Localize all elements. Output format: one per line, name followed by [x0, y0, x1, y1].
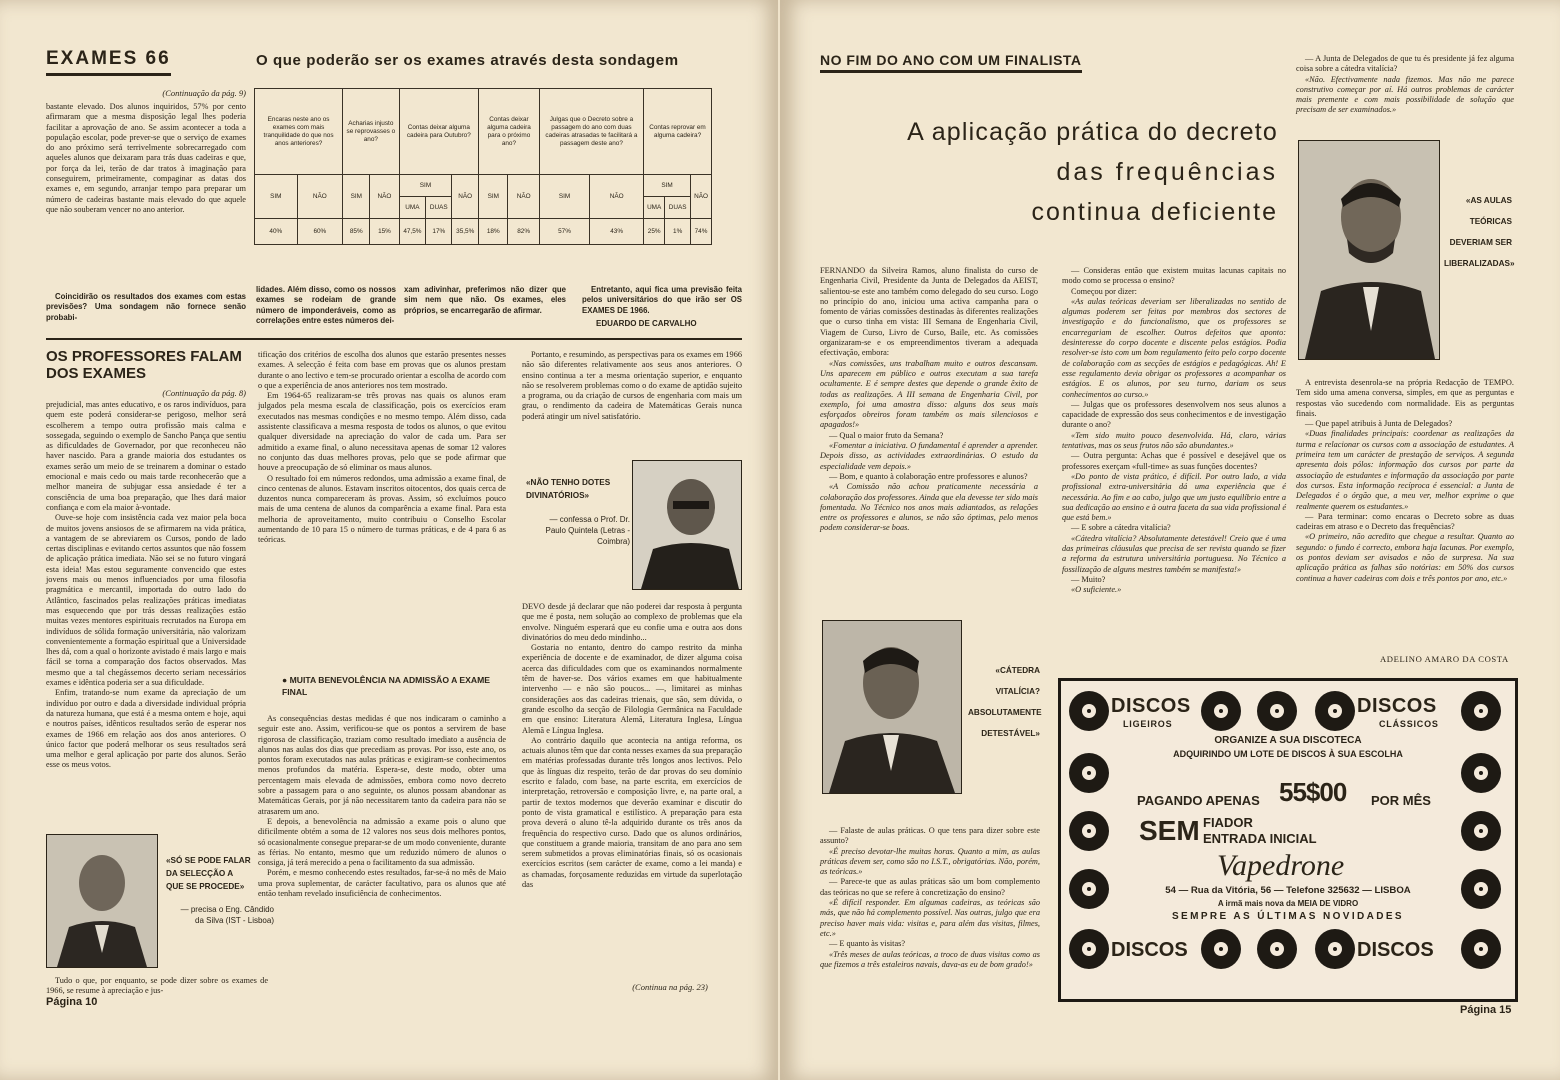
left-page [0, 0, 778, 1080]
paragraph: «As aulas teóricas deveriam ser liberalizadas no sentido de algumas poderem ser feitas por membros dos sectores de investigação e do funcionalismo, que os professores se encarregariam de escolher. Outros defeitos que aponto: desinteresse do corpo docente e discente pelos estágios. Podia resolver-se isto com um bom regulamento feito pelo corpo docente de colaboração com as secções de estágios e pedagógicas. Ah! E esse regulamento devia obrigar os professores a acompanhar os estágios. E os alunos, por seu turno, dariam os seus conhecimentos ao curso.» [1062, 296, 1286, 399]
professors-col-3b [522, 602, 742, 890]
poll-value: 82% [508, 219, 539, 245]
record-disc-icon [1461, 869, 1501, 909]
paragraph: «O primeiro, não acredito que chegue a resultar. Quanto ao segundo: o fundo é correcto, embora haja lacunas. Por exemplo, os pontos deviam ser avisados e não de surpresa. Na sua aplicação prática as falhas são notórias: em 50% dos cursos continua a haver cadeiras com dois e três pontos por ano, etc.» [1296, 532, 1514, 583]
ad-discos-right: DISCOS [1357, 695, 1437, 717]
paragraph: — Qual o maior fruto da Semana? [829, 430, 944, 440]
ad-price: 55$00 [1279, 777, 1347, 807]
paragraph: Portanto, e resumindo, as perspectivas para os exames em 1966 não são diferentes relativamente aos seus anos anteriores. O ensino continua a ter a mesma orientação superior, e enquanto não se resolverem problemas como o do exame de aptidão sujeito a programa, ou da criação de cursos de engenharia com mais um grau, o rendimento da cadeira de Matemáticas Gerais nunca poderá atingir um nível satisfatório. [522, 350, 742, 421]
poll-value: 43% [590, 219, 644, 245]
ad-address: 54 — Rua da Vitória, 56 — Telefone 325632 — LISBOA [1165, 885, 1411, 896]
poll-value: 25% [644, 219, 665, 245]
poll-duas: DUAS [426, 197, 452, 219]
intro-bold [46, 292, 246, 323]
paragraph: — Consideras então que existem muitas lacunas capitais no modo como se processa o ensino? [1062, 266, 1286, 286]
poll-nao: NÃO [452, 175, 479, 219]
interview-col-3b [1296, 378, 1514, 584]
record-disc-icon [1315, 929, 1355, 969]
continuation-next: (Continua na pág. 23) [632, 982, 708, 992]
ad-brand-logo: Vapedrone [1217, 849, 1345, 882]
record-disc-icon [1069, 869, 1109, 909]
quote-candido: «SÓ SE PODE FALAR DA SELECÇÃO A QUE SE PROCEDE» [166, 856, 251, 891]
record-disc-icon [1257, 929, 1297, 969]
headline-line: das frequências [1056, 158, 1278, 186]
intro-column [46, 102, 246, 215]
paragraph: — Bom, e quanto à colaboração entre professores e alunos? [829, 471, 1028, 481]
poll-value: 74% [691, 219, 712, 245]
kicker-exames: EXAMES 66 [46, 48, 171, 76]
signature-carvalho: EDUARDO DE CARVALHO [596, 319, 697, 328]
poll-nao: NÃO [508, 175, 539, 219]
paragraph: «Do ponto de vista prático, é difícil. Por outro lado, a vida profissional extra-universitária dá uma experiência que é necessária. Ao fim e ao cabo, julgo que um justo equilíbrio entre a sua dedicação ao ensino e à outra faceta da sua vida profissional é que está bem.» [1062, 471, 1286, 523]
ad-classicos: CLÁSSICOS [1379, 719, 1439, 729]
poll-value: 57% [539, 219, 589, 245]
record-disc-icon [1069, 753, 1109, 793]
record-disc-icon [1069, 811, 1109, 851]
poll-value: 47,5% [399, 219, 426, 245]
poll-value: 40% [255, 219, 298, 245]
paragraph: Tudo o que, por enquanto, se pode dizer sobre os exames de 1966, se resume à apreciação e jus- [46, 976, 268, 996]
record-disc-icon [1461, 929, 1501, 969]
poll-question-6: Contas reprovar em alguma cadeira? [644, 89, 712, 175]
ad-entrada: ENTRADA INICIAL [1203, 831, 1317, 846]
poll-note-2 [404, 285, 566, 316]
record-disc-icon [1257, 691, 1297, 731]
paragraph: Ouve-se hoje com insistência cada vez maior pela boca de muitos jovens ansiosos de se afirmarem na vida prática, a vantagem de se abreviarem os Cursos, pondo de lado certas disciplinas e evitando certos assuntos que não fossem de aplicação prática imediata. Não sei se no futuro vingará esta ideia! Mas estou seguramente convencido que estes jovens mais ou menos influenciados por uma filosofia pragmática e mercantil, importada do outro lado do Atlântico, fascinados pelas realizações práticas imediatas mas esquecendo que por trás dessas realizações estão muitas vezes mentores espirituais recrutados na Europa em indivíduos de sólida formação universitária, não valorizam convenientemente a formação espiritual que a Universidade lhes dá, com a qual o horizonte avistado é mais largo e mais fácil se torna a comparação dos factos observados. Mas mesmo que a tal chegássemos decerto seriam necessários exames e idêntica poderia ser a sua dificuldade. [46, 513, 246, 688]
page-number-left: Página 10 [46, 996, 98, 1008]
professors-col-1 [46, 400, 246, 771]
paragraph: «Não. Efectivamente nada fizemos. Mas não me parece construtivo começar por aí. Há outros problemas de carácter mais premente e com mais possibilidade de solução que precisam de ser examinados.» [1296, 74, 1514, 115]
paragraph: «É preciso devotar-lhe muitas horas. Quanto a mim, as aulas práticas devem ser, como são no I.S.T., obrigatórias. Não, porém, as teóricas.» [820, 846, 1040, 877]
kicker-finalista: NO FIM DO ANO COM UM FINALISTA [820, 52, 1082, 73]
ad-sem: SEM [1139, 815, 1200, 846]
poll-question-2: Acharias injusto se reprovasses o ano? [343, 89, 399, 175]
paragraph: — Muito? [1071, 574, 1106, 584]
headline-line: continua deficiente [1031, 198, 1278, 226]
bullet-icon: ● [282, 675, 290, 685]
paragraph: «Nas comissões, uns trabalham muito e outros descansam. Uns aparecem em público e outros executam a sua tarefa ocultamente. E é sempre destes que depende o grande êxito de todas as realizações. A III semana de Engenharia Civil, por exemplo, foi uma amostra disso: alguns dos seus mais esforçados obreiros foram também os mais silenciosos e apagados!» [820, 358, 1038, 430]
poll-sim: SIM [644, 175, 691, 197]
poll-value: 17% [426, 219, 452, 245]
paragraph: «A Comissão não achou praticamente necessária a colaboração dos professores. Ainda que ela devesse ter sido mais fomentada. No Técnico nos anos mais adiantados, as relações entre os professores e alunos, se não são óptimas, pelo menos podem considerar-se boas. [820, 482, 1038, 533]
paragraph: Ao contrário daquilo que acontecia na antiga reforma, os actuais alunos têm que dar conta nesses exames da sua preparação em matérias professadas durante três longos anos lectivos. Pelo que às línguas diz respeito, terão de dar provas do seu domínio escrito e falado, com base, na parte escrita, em exercícios de interpretação, retroversão e composição livre, e, na parte oral, a partir de textos modernos que deverão examinar e discutir do ponto de vista gramatical e estilístico. A preparação para esta prova deverá o aluno tê-la adquirido durante os três anos da frequência do respectivo curso. Dado que os alunos ordinários, que constituem a grande maioria, transitam de ano para ano sem serem submetidos a provas eliminatórias finais, só os ocasionais exercícios escritos (sem carácter de exame, como a lei manda) e as chamadas, forçosamente reduzidas em virtude da superlotação das [522, 735, 742, 890]
paragraph: As consequências destas medidas é que nos indicaram o caminho a seguir este ano. Assim, verificou-se que os pontos a servirem de base rigorosa de classificação, traziam como resultado imediato a ausência de alunos nas aulas dos dias que precediam as provas. Por isso, este ano, os pontos foram executados nas aulas práticas e exigiram-se conhecimentos menos profundos da matéria. Espera-se, deste modo, obter uma percentagem mais elevada de admissões, embora como novo decreto sobre a passagem para o ano seguinte, os alunos possam abandonar as Matemáticas Gerais, por já não necessitarem tanto da cadeira para não se atrasarem um ano. [258, 714, 506, 816]
subhead-benevolencia [282, 674, 508, 698]
photo-finalist-portrait [1298, 140, 1440, 360]
professors-col-2b [258, 714, 506, 899]
poll-nao: NÃO [590, 175, 644, 219]
poll-value: 15% [370, 219, 399, 245]
poll-sim: SIM [479, 175, 508, 219]
headline-line: A aplicação prática do decreto [907, 118, 1278, 146]
paragraph: «É difícil responder. Em algumas cadeiras, as teóricas são más, que não há complemento possível. Nas outras, julgo que era preciso haver mais vida: visitas e, para além das visitas, filmes, etc.» [820, 898, 1040, 938]
continuation-note-2: (Continuação da pág. 8) [162, 388, 246, 398]
poll-question-4: Contas deixar alguma cadeira para o próximo ano? [479, 89, 540, 175]
paragraph: — A Junta de Delegados de que tu és presidente já fez alguma coisa sobre a cátedra vitalícia? [1296, 54, 1514, 74]
paragraph: Começou por dizer: [1071, 286, 1137, 296]
poll-table-wrap [254, 88, 712, 245]
paragraph: tificação dos critérios de escolha dos alunos que estarão presentes nesses exames. A selecção é feita com base em provas que os alunos prestam durante o ano lectivo e tem-se procurado orientar a escolha de acordo com o que a experiência de anos anteriores nos tem mostrado. [258, 350, 506, 390]
paragraph: Gostaria no entanto, dentro do campo restrito da minha experiência de docente e de examinador, de dizer alguma coisa acerca das dificuldades com que os examinandos normalmente têm de haver-se. Dos vários exames em que habitualmente intervenho — e não são poucos... —, limitarei as minhas considerações aos das cadeiras trienais, que são, sem dúvida, o grande escolho da secção de Filologia Germânica na Faculdade em que ensino: Literatura Alemã, Literatura Inglesa, Língua Alemã e Língua Inglesa. [522, 643, 742, 735]
quote-aulas: «AS AULAS TEÓRICAS DEVERIAM SER LIBERALIZADAS» [1444, 196, 1515, 268]
poll-value: 1% [665, 219, 691, 245]
ad-fiador: FIADOR [1203, 815, 1253, 830]
ad-discos-bottom-right: DISCOS [1357, 939, 1434, 961]
poll-question-5: Julgas que o Decreto sobre a passagem do ano com duas cadeiras atrasadas te facilitará a passagem deste ano? [539, 89, 643, 175]
intro-bold-text: Coincidirão os resultados dos exames com estas previsões? Uma sondagem não fornece senão probabi- [46, 292, 246, 322]
poll-note-1-text: lidades. Além disso, como os nossos exames se rodeiam de grande número de imponderáveis, como as correlações entre estes números dei- [256, 285, 396, 325]
paragraph: — Falaste de aulas práticas. O que tens para dizer sobre este assunto? [820, 826, 1040, 846]
poll-sim: SIM [343, 175, 370, 219]
poll-value: 35,5% [452, 219, 479, 245]
paragraph: Em 1964-65 realizaram-se três provas nas quais os alunos eram julgados pela mesma escala de classificação, pois os exercícios eram executados nas mesmas condições e no mesmo tempo. Além disso, cada assistente classificava a mesma resposta de todos os alunos, o que evitou qualquer diversidade na apreciação do valor de cada um. Para ser admitido a exame final, o aluno necessitava apenas de somar 12 valores no conjunto das duas melhores provas, pelo que se pode afirmar que houve a preocupação de só eliminar os maus alunos. [258, 391, 506, 473]
divider [46, 338, 742, 340]
ad-sempre: SEMPRE AS ÚLTIMAS NOVIDADES [1171, 911, 1405, 922]
poll-question-3: Contas deixar alguma cadeira para Outubro? [399, 89, 479, 175]
professors-title: OS PROFESSORES FALAM DOS EXAMES [46, 348, 242, 382]
poll-uma: UMA [644, 197, 665, 219]
paragraph: «Cátedra vitalícia? Absolutamente detestável! Creio que é uma das primeiras cláusulas que precisa de ser revista quando se fizer a reforma da estrutura universitária portuguesa. No Técnico a fossilização de alguns mestres também se manifesta!» [1062, 533, 1286, 574]
paragraph: «Duas finalidades principais: coordenar as realizações da turma e relacionar os cursos com a associação de estudantes. A primeira tem um carácter de prestação de serviços. A segunda apresenta dois pólos: informação dos cursos por parte da associação de estudantes e informação da associação por parte dos cursos. Esta informação recíproca é essencial: a Junta de Delegados é o órgão que, a meu ver, melhor exprime o que realmente querem os estudantes.» [1296, 429, 1514, 511]
portrait-icon [47, 835, 157, 967]
headline [820, 112, 1278, 232]
paragraph: «Três meses de aulas teóricas, a troco de duas visitas como as que fizemos a três estaleiros navais, dava-as eu de bom grado!» [820, 949, 1040, 969]
photo-candido-silva [46, 834, 158, 968]
page-number-right: Página 15 [1460, 1004, 1512, 1016]
paragraph: — Julgas que os professores desenvolvem nos seus alunos a capacidade de expressão dos seus conhecimentos e de investigação durante o ano? [1062, 399, 1286, 430]
poll-note-1 [256, 285, 396, 326]
paragraph: «O suficiente.» [1071, 585, 1122, 595]
professors-col-1-end [46, 976, 268, 997]
ad-ligeiros: LIGEIROS [1123, 719, 1173, 729]
quote-quintela-by: — confessa o Prof. Dr. Paulo Quintela (Letras - Coimbra) [545, 515, 630, 546]
professors-col-3 [522, 350, 742, 422]
poll-value: 85% [343, 219, 370, 245]
poll-table [254, 88, 712, 245]
portrait-icon [823, 621, 961, 793]
ad-line-1: ORGANIZE A SUA DISCOTECA [1214, 735, 1362, 746]
quote-quintela: «NÃO TENHO DOTES DIVINATÓRIOS» [526, 478, 611, 500]
poll-question-1: Encaras neste ano os exames com mais tranquilidade do que nos anos anteriores? [255, 89, 343, 175]
ad-line-2: ADQUIRINDO UM LOTE DE DISCOS À SUA ESCOLHA [1173, 749, 1403, 759]
paragraph: — E sobre a cátedra vitalícia? [1071, 523, 1171, 533]
paragraph: DEVO desde já declarar que não poderei dar resposta à pergunta que me é posta, nem solução ao complexo de problemas que ela envolve. Ninguém esperará que eu confie uma e outra aos dons divinatórios do meu dedo mindinho... [522, 602, 742, 642]
photo-fernando-ramos [822, 620, 962, 794]
poll-sim: SIM [255, 175, 298, 219]
record-disc-icon [1069, 929, 1109, 969]
interview-col-3 [1296, 54, 1514, 116]
interview-col-1b [820, 826, 1040, 970]
poll-value: 60% [297, 219, 343, 245]
poll-duas: DUAS [665, 197, 691, 219]
paragraph: A entrevista desenrola-se na própria Redacção de TEMPO. Tem sido uma amena conversa, simples, em que as perguntas e respostas vão sucedendo com normalidade. Eis as perguntas finais. [1296, 378, 1514, 418]
signature-costa: ADELINO AMARO DA COSTA [1380, 654, 1509, 664]
record-store-ad [1058, 678, 1518, 1002]
poll-uma: UMA [399, 197, 426, 219]
interview-col-1 [820, 266, 1038, 534]
record-disc-icon [1461, 753, 1501, 793]
poll-sim: SIM [539, 175, 589, 219]
poll-value: 18% [479, 219, 508, 245]
paragraph: — Outra pergunta: Achas que é possível e desejável que os professores exerçam «full-time» as suas funções docentes? [1062, 451, 1286, 471]
paragraph: «Fomentar a iniciativa. O fundamental é aprender a aprender. Depois disso, as actividades extraordinárias. O estudo da especialidade vem depois.» [820, 441, 1038, 471]
subhead-text: MUITA BENEVOLÊNCIA NA ADMISSÃO A EXAME FINAL [282, 675, 490, 697]
paragraph: — E quanto às visitas? [829, 939, 906, 949]
poll-note-2-text: xam adivinhar, preferimos não dizer que sim nem que não. Os exames, eles próprios, se encarregarão de afirmar. [404, 285, 566, 315]
poll-nao: NÃO [691, 175, 712, 219]
paragraph: — Que papel atribuis à Junta de Delegados? [1305, 419, 1453, 429]
ad-irma: A irmã mais nova da MEIA DE VIDRO [1217, 899, 1359, 908]
record-disc-icon [1315, 691, 1355, 731]
poll-note-3 [582, 285, 742, 316]
record-disc-icon [1461, 811, 1501, 851]
paragraph: E depois, a benevolência na admissão a exame pois o aluno que dificilmente obtém a soma de 12 valores nos seus dois melhores pontos, só ocasionalmente consegue preparar-se de um modo conveniente, durante as férias. No entanto, mesmo que um reduzido número de alunos o consiga, já terá merecido a pena o facilitamento da sua admissão. [258, 816, 506, 868]
quote-candido-by: — precisa o Eng. Cândido da Silva (IST - Lisboa) [180, 905, 274, 925]
professors-col-2 [258, 350, 506, 546]
intro-paragraph: bastante elevado. Dos alunos inquiridos, 57% por cento afirmaram que a mesma disposição legal lhes poderia facilitar a aprovação de ano. Se assim acontecer a toda a população escolar, pode prever-se que o serviço de exames do ano próximo será terrivelmente sobrecarregado com aqueles alunos que deixaram para trás duas cadeiras e que, por força da lei, terão de dar tratos à imaginação para conseguirem, primeiramente, compaginar as datas dos exames e, em segundo, arranjar tempo para preparar um número de cadeiras bastante mais elevado do que aquele que não souberam vencer no ano anterior. [46, 102, 246, 214]
paragraph: — Parece-te que as aulas práticas são um bom complemento das teóricas no que se refere à concretização do ensino? [820, 877, 1040, 897]
record-disc-icon [1069, 691, 1109, 731]
ad-pagando: PAGANDO APENAS [1137, 793, 1260, 808]
poll-nao: NÃO [297, 175, 343, 219]
record-disc-icon [1201, 929, 1241, 969]
paragraph: «Tem sido muito pouco desenvolvida. Há, claro, várias tentativas, mas os seus frutos não são abundantes.» [1062, 430, 1286, 451]
paragraph: O resultado foi em números redondos, uma admissão a exame final, de cinco centenas de alunos. Estavam inscritos oitocentos, dos quais cerca de duzentos nunca compareceram às provas. Assim, só excluímos pouco mais de uma centena de alunos da comparência a exame final. Para esta melhoria de aproveitamento, muito contribuiu o Conselho Escolar aumentando de 10 para 15 o número de turmas práticas, e de 4 para 6 as teóricas. [258, 473, 506, 545]
section-title: O que poderão ser os exames através desta sondagem [256, 52, 679, 69]
record-disc-icon [1461, 691, 1501, 731]
paragraph: FERNANDO da Silveira Ramos, aluno finalista do curso de Engenharia Civil, Presidente da Junta de Delegados da AEIST, salientou-se este ano também como delegado do seu curso. Logo no princípio do ano, iniciou uma activa campanha para o fomento de várias comissões destinadas às diferentes realizações que o curso tinha em vista: III Semana de Engenharia Civil, Viagem de Curso, Livro de Curso, Baile, etc. As comissões organizaram-se e os empreendimentos tiveram a adequada efectivação, embora: [820, 266, 1038, 358]
photo-paulo-quintela [632, 460, 742, 590]
poll-nao: NÃO [370, 175, 399, 219]
paragraph: Enfim, tratando-se num exame da apreciação de um indivíduo por outro e dada a diversidade individual própria da natureza humana, que está é a mesma ontem e hoje, aqui e noutros países, idênticos resultados serão de esperar nos exames de 1966 em relação aos dos anos anteriores. O único factor que poderá melhorar os seus resultados será uma melhor e geral aplicação por parte dos alunos. Serão esse os meus votos. [46, 688, 246, 770]
poll-sim: SIM [399, 175, 452, 197]
ad-discos-left: DISCOS [1111, 695, 1191, 717]
paragraph: prejudicial, mas antes educativo, e os raros indivíduos, para quem este poderá considerar-se perigoso, melhor será escolherem a tempo outra profissão mais calma e sossegada, seguindo o exemplo de Sancho Pança que sentiu as dificuldades de Governador, por que reconheceu não haver nascido. Para a grande maioria dos estudantes os exames serão um meio de se treinarem a dominar o estado emocional e mais cedo ou mais tarde reconhecerão que a melhor maneira de subjugar essa ansiedade é ter a consciência de uma boa preparação, que lhes dará maior confiança e com ela maior à-vontade. [46, 400, 246, 512]
ad-discos-bottom-left: DISCOS [1111, 939, 1188, 961]
portrait-icon [633, 461, 741, 589]
interview-col-2 [1062, 266, 1286, 596]
portrait-icon [1299, 141, 1439, 359]
continuation-note: (Continuação da pág. 9) [162, 88, 246, 98]
ad-por-mes: POR MÊS [1371, 793, 1431, 808]
paragraph: Porém, e mesmo conhecendo estes resultados, far-se-á no mês de Maio uma prova suplementar, de carácter facultativo, para os alunos que até então tenham revelado insuficiência de conhecimentos. [258, 868, 506, 899]
poll-note-3-text: Entretanto, aqui fica uma previsão feita pelos universitários do que irão ser OS EXAMES DE 1966. [582, 285, 742, 315]
paragraph: — Para terminar: como encaras o Decreto sobre as duas cadeiras em atraso e o Decreto das frequências? [1296, 511, 1514, 532]
quote-catedra: «CÁTEDRA VITALÍCIA? ABSOLUTAMENTE DETESTÁVEL» [968, 666, 1042, 738]
record-disc-icon [1201, 691, 1241, 731]
